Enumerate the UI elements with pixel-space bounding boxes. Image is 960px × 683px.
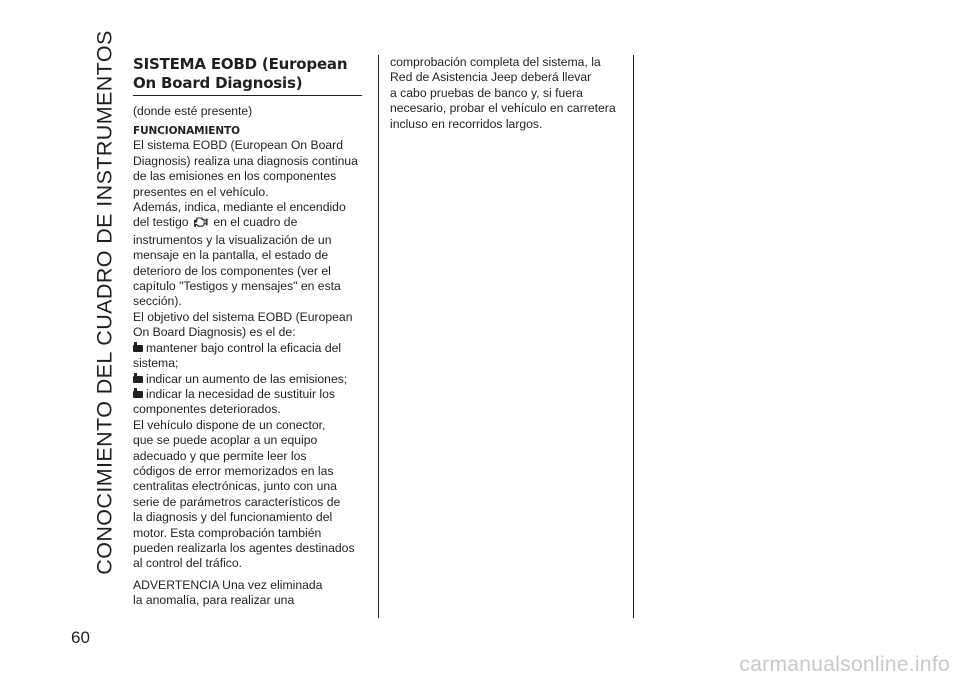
paragraph-4: El vehículo dispone de un conector, que se puede acoplar a un equipo adecuado y que permite leer los códigos de error memorizados en las centralitas electrónicas, junto con una serie de parámetros característicos de la diagnosis y del funcionamiento del motor. Esta comprobación también pueden realizarla los agentes destinados al control del tráfico. <box>133 417 355 571</box>
text-column-middle <box>390 55 626 132</box>
warning-paragraph: ADVERTENCIA Una vez eliminada la anomalía, para realizar una <box>133 577 323 608</box>
bullet-marker-icon <box>133 376 143 383</box>
section-heading-line2: On Board Diagnosis) <box>133 74 303 92</box>
section-heading-line1: SISTEMA EOBD (European <box>133 55 348 73</box>
side-chapter-title-text: CONOCIMIENTO DEL CUADRO DE INSTRUMENTOS <box>92 29 117 575</box>
paragraph-1: El sistema EOBD (European On Board Diagnosis) realiza una diagnosis continua de las emisiones en los componentes presentes en el vehículo. <box>133 138 358 199</box>
engine-check-icon <box>194 216 208 232</box>
presence-note: (donde esté presente) <box>133 104 253 118</box>
page-number: 60 <box>71 628 90 647</box>
bullet-item: mantener bajo control la eficacia del sistema; <box>133 340 342 371</box>
paragraph-3: El objetivo del sistema EOBD (European On Board Diagnosis) es el de: <box>133 309 353 340</box>
side-chapter-title <box>87 22 123 582</box>
bullet-marker-icon <box>133 391 143 398</box>
bullet-item: indicar la necesidad de sustituir los componentes deteriorados. <box>133 386 336 417</box>
bullet-item: indicar un aumento de las emisiones; <box>133 372 369 387</box>
section-heading <box>133 55 362 96</box>
paragraph-2: Además, indica, mediante el encendido del testigo en el cuadro de instrumentos y la visualización de un mensaje en la pantalla, el estado de deterioro de los componentes (ver el capítulo "Testigos y mensajes" en esta sección). <box>133 200 346 309</box>
site-watermark: carmanualsonline.info <box>739 653 950 676</box>
bullet-marker-icon <box>133 345 143 352</box>
text-column-left <box>133 55 369 609</box>
column-divider-left <box>378 55 379 618</box>
warning-continuation: comprobación completa del sistema, la Red de Asistencia Jeep deberá llevar a cabo pruebas de banco y, si fuera necesario, probar el vehículo en carretera incluso en recorridos largos. <box>390 55 616 131</box>
subheading-funcionamiento: FUNCIONAMIENTO <box>133 125 240 138</box>
column-divider-right <box>633 55 634 618</box>
